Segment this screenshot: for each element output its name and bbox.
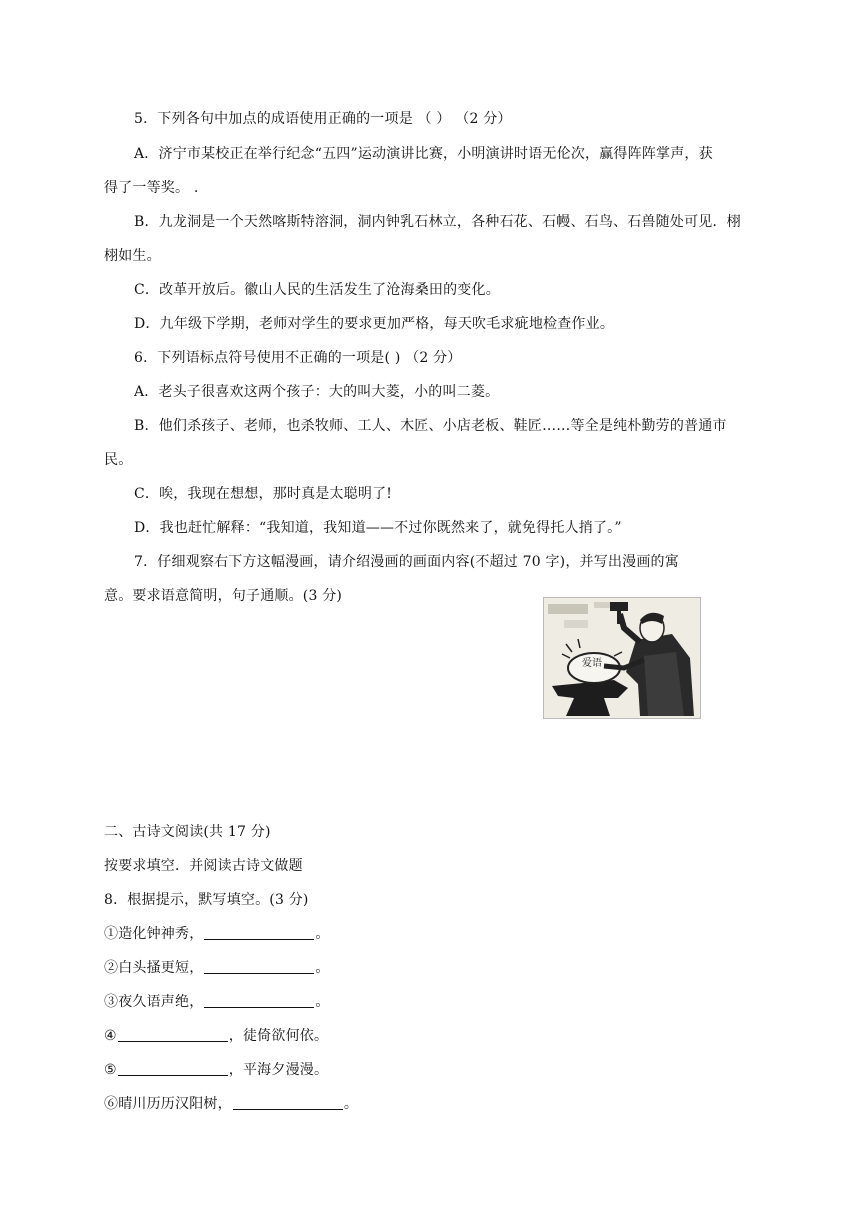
fill-item-6-before: ⑥晴川历历汉阳树，: [104, 1096, 232, 1112]
q6-option-b-cont: 民。: [104, 452, 133, 468]
q5-stem: 5．下列各句中加点的成语使用正确的一项是 （ ） （2 分）: [134, 111, 512, 127]
fill-item-4-after: ，徒倚欲何依。: [228, 1028, 329, 1044]
fill-item-3: [104, 992, 330, 1012]
answer-blank-4[interactable]: [118, 1027, 228, 1042]
fill-item-1-after: 。: [315, 926, 330, 942]
cartoon-label: 爱语: [582, 658, 602, 669]
q6-option-d: D．我也赶忙解释：“我知道，我知道——不过你既然来了，就免得托人捎了。”: [134, 520, 622, 536]
fill-item-5-before: ⑤: [104, 1062, 117, 1078]
section-2-title: 二、古诗文阅读(共 17 分): [104, 824, 271, 840]
q6-stem: 6．下列语标点符号使用不正确的一项是( ) （2 分）: [134, 350, 462, 366]
cartoon-drawing: [544, 598, 700, 718]
fill-item-1: [104, 924, 330, 944]
fill-item-3-before: ③夜久语声绝，: [104, 994, 204, 1010]
fill-item-1-before: ①造化钟神秀，: [104, 926, 204, 942]
q8-stem: 8．根据提示，默写填空。(3 分): [104, 892, 309, 908]
answer-blank-3[interactable]: [204, 993, 314, 1008]
q5-option-d: D．九年级下学期，老师对学生的要求更加严格，每天吹毛求疵地检查作业。: [134, 316, 615, 332]
q6-option-b: B．他们杀孩子、老师，也杀牧师、工人、木匠、小店老板、鞋匠……等全是纯朴勤劳的普通市: [134, 418, 727, 434]
section-2-intro: 按要求填空．并阅读古诗文做题: [104, 858, 303, 874]
fill-item-4: [104, 1026, 328, 1046]
fill-item-2-before: ②白头搔更短，: [104, 960, 204, 976]
answer-blank-2[interactable]: [204, 959, 314, 974]
answer-blank-1[interactable]: [204, 925, 314, 940]
answer-blank-5[interactable]: [118, 1061, 228, 1076]
q5-option-a-cont: 得了一等奖。 .: [104, 180, 199, 196]
fill-item-2: [104, 958, 330, 978]
fill-item-5-after: ，平海夕漫漫。: [228, 1062, 329, 1078]
answer-blank-6[interactable]: [233, 1095, 343, 1110]
q6-option-c: C．唉，我现在想想，那时真是太聪明了!: [134, 486, 393, 502]
q7-stem: 7．仔细观察右下方这幅漫画，请介绍漫画的画面内容(不超过 70 字)，并写出漫画的寓: [134, 554, 679, 570]
fill-item-3-after: 。: [315, 994, 330, 1010]
q5-option-b: B．九龙洞是一个天然喀斯特溶洞，洞内钟乳石林立，各种石花、石幔、石鸟、石兽随处可见．栩: [134, 214, 741, 230]
q5-option-c: C．改革开放后。徽山人民的生活发生了沧海桑田的变化。: [134, 282, 500, 298]
fill-item-6-after: 。: [343, 1096, 359, 1112]
fill-item-5: [104, 1060, 328, 1080]
q5-option-b-cont: 栩如生。: [104, 248, 161, 264]
cartoon-image: [543, 597, 701, 719]
fill-item-4-before: ④: [104, 1028, 117, 1044]
q7-stem-cont: 意。要求语意简明，句子通顺。(3 分): [104, 588, 343, 604]
fill-item-6: [104, 1094, 358, 1114]
fill-item-2-after: 。: [315, 960, 330, 976]
q5-option-a: A．济宁市某校正在举行纪念“五四”运动演讲比赛，小明演讲时语无伦次，赢得阵阵掌声，获: [134, 146, 713, 162]
q6-option-a: A．老头子很喜欢这两个孩子：大的叫大菱，小的叫二菱。: [134, 384, 500, 400]
